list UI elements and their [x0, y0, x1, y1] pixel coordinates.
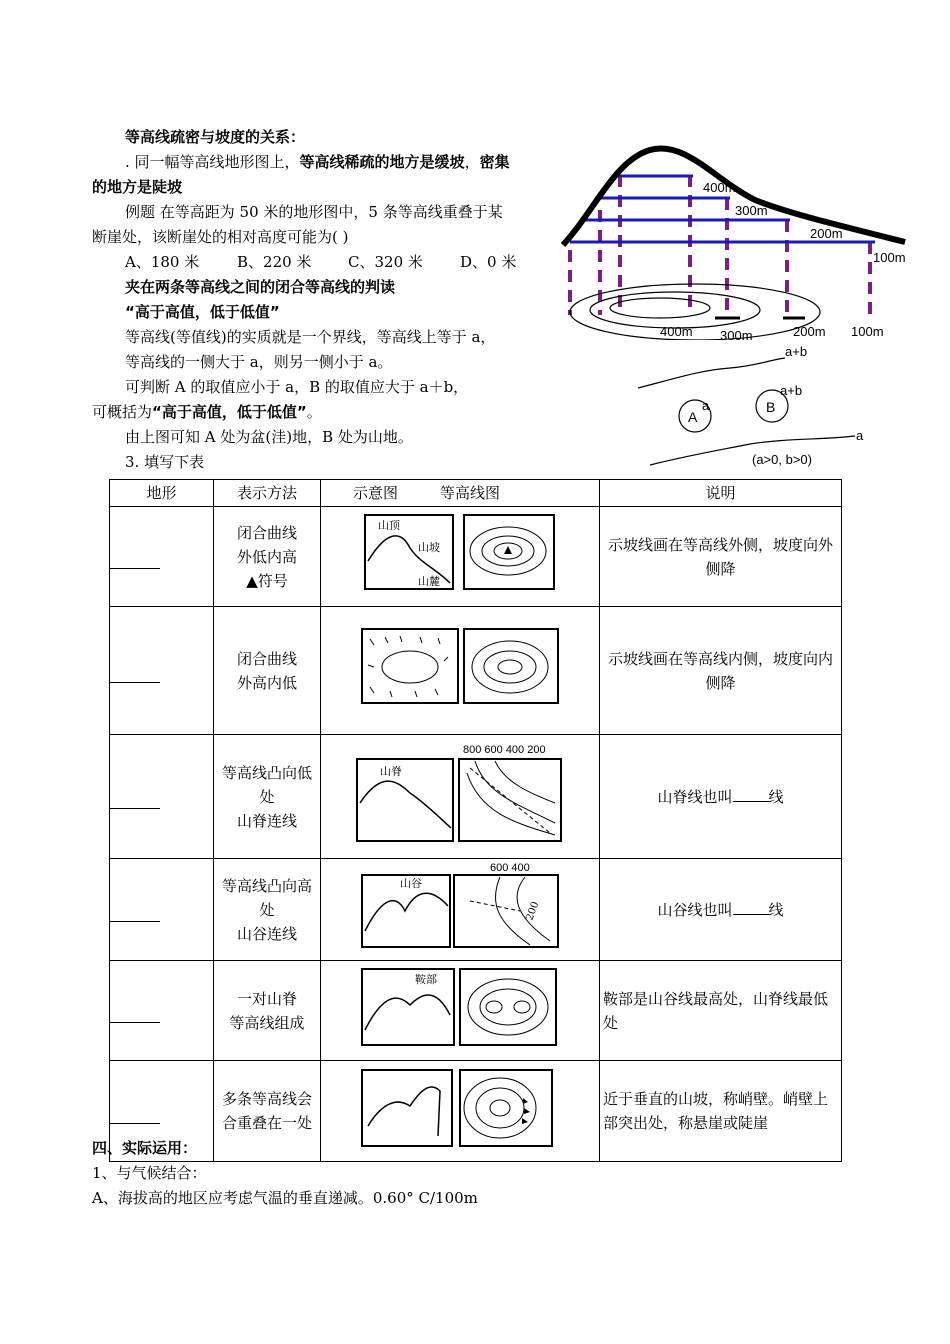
method-cell: 一对山脊 等高线组成	[214, 961, 321, 1061]
profile-label-100: 100m	[873, 250, 906, 265]
terrain-cell[interactable]	[110, 507, 214, 607]
valley-illustrations	[360, 861, 560, 951]
para1-line1: 等高线(等值线)的实质就是一个界线，等高线上等于 a，	[125, 328, 496, 346]
terrain-cell[interactable]	[110, 961, 214, 1061]
desc-cell: 示坡线画在等高线内侧，坡度向内侧降	[600, 607, 842, 735]
circle-b-label: a+b	[780, 383, 803, 398]
diagram-cell	[321, 735, 600, 859]
terrain-table	[109, 479, 842, 1162]
option-b: B、220 米	[237, 253, 312, 271]
base-label-200: 200m	[793, 324, 826, 339]
rule-text: “高于高值，低于低值”	[125, 303, 280, 321]
desc-cell: 鞍部是山谷线最高处，山脊线最低处	[600, 961, 842, 1061]
item-a-lapse-rate: A、海拔高的地区应考虑气温的垂直递减。0.60° C/100m	[92, 1189, 478, 1207]
profile-contour-figure	[555, 140, 915, 340]
example-line2: 断崖处，该断崖处的相对高度可能为( )	[92, 228, 349, 246]
desc-cell: 山脊线也叫 线	[600, 735, 842, 859]
header-terrain: 地形	[110, 480, 214, 507]
para2: 可判断 A 的取值应小于 a，B 的取值应大于 a＋b，	[125, 378, 469, 396]
diagram-cell	[321, 607, 600, 735]
label-slope: 山坡	[418, 541, 440, 554]
terrain-cell[interactable]	[110, 607, 214, 735]
valley-top-numbers: 600 400	[490, 862, 530, 874]
profile-label-400: 400m	[703, 180, 736, 195]
terrain-cell[interactable]	[110, 735, 214, 859]
label-top-ab: a+b	[785, 344, 808, 359]
label-saddle: 鞍部	[415, 973, 437, 986]
density-line1: . 同一幅等高线地形图上，等高线稀疏的地方是缓坡，密集	[125, 153, 510, 171]
circle-b-letter: B	[766, 399, 776, 415]
profile-label-200: 200m	[810, 226, 843, 241]
method-cell: 等高线凸向高 处 山谷连线	[214, 859, 321, 961]
desc-cell: 山谷线也叫 线	[600, 859, 842, 961]
profile-label-300: 300m	[735, 203, 768, 218]
method-cell: 多条等高线会 合重叠在一处	[214, 1061, 321, 1162]
option-c: C、320 米	[348, 253, 423, 271]
method-cell: 闭合曲线 外高内低	[214, 607, 321, 735]
basin-illustrations	[360, 627, 560, 707]
diagram-cell	[321, 507, 600, 607]
example-line1: 例题 在等高距为 50 米的地形图中，5 条等高线重叠于某	[125, 203, 503, 221]
density-line2: 的地方是陡坡	[92, 178, 183, 196]
diagram-cell	[321, 961, 600, 1061]
header-desc: 说明	[600, 480, 842, 507]
saddle-illustrations	[360, 965, 560, 1049]
diagram-cell	[321, 859, 600, 961]
para3: 可概括为“高于高值，低于低值”。	[92, 403, 322, 421]
closed-contour-figure	[630, 340, 880, 475]
para1-line2: 等高线的一侧大于 a，则另一侧小于 a。	[125, 353, 393, 371]
label-bottom-a: a	[856, 428, 864, 443]
hilltop-illustrations	[360, 513, 560, 593]
ridge-top-numbers: 800 600 400 200	[463, 744, 546, 756]
method-cell: 等高线凸向低 处 山脊连线	[214, 735, 321, 859]
valley-side-number: 200	[524, 900, 542, 923]
label-valley: 山谷	[400, 877, 422, 890]
label-foot: 山麓	[418, 575, 440, 588]
option-d: D、0 米	[460, 253, 517, 271]
table-intro: 3. 填写下表	[125, 453, 205, 471]
diagram-cell	[321, 1061, 600, 1162]
base-label-300: 300m	[720, 328, 753, 340]
para4: 由上图可知 A 处为盆(洼)地，B 处为山地。	[125, 428, 413, 446]
heading-closed-contour: 夹在两条等高线之间的闭合等高线的判读	[125, 278, 396, 296]
base-label-100: 100m	[851, 324, 884, 339]
label-summit: 山顶	[378, 519, 400, 532]
option-a: A、180 米	[125, 253, 200, 271]
ridge-illustrations	[355, 743, 565, 843]
header-method: 表示方法	[214, 480, 321, 507]
heading-density-slope: 等高线疏密与坡度的关系：	[125, 128, 306, 146]
desc-cell: 近于垂直的山坡，称峭壁。峭壁上部突出处，称悬崖或陡崖	[600, 1061, 842, 1162]
base-label-400: 400m	[660, 324, 693, 339]
header-diagram: 示意图 等高线图	[321, 480, 600, 507]
cliff-illustrations	[360, 1066, 560, 1150]
condition-label: (a>0, b>0)	[752, 452, 812, 467]
circle-a-letter: A	[688, 409, 698, 425]
method-cell: 闭合曲线 外低内高 ▲符号	[214, 507, 321, 607]
terrain-cell[interactable]	[110, 859, 214, 961]
circle-a-label: a	[702, 398, 710, 413]
label-ridge: 山脊	[380, 765, 402, 778]
item-climate: 1、与气候结合：	[92, 1164, 207, 1182]
desc-cell: 示坡线画在等高线外侧，坡度向外侧降	[600, 507, 842, 607]
heading-application: 四、实际运用：	[92, 1139, 198, 1157]
